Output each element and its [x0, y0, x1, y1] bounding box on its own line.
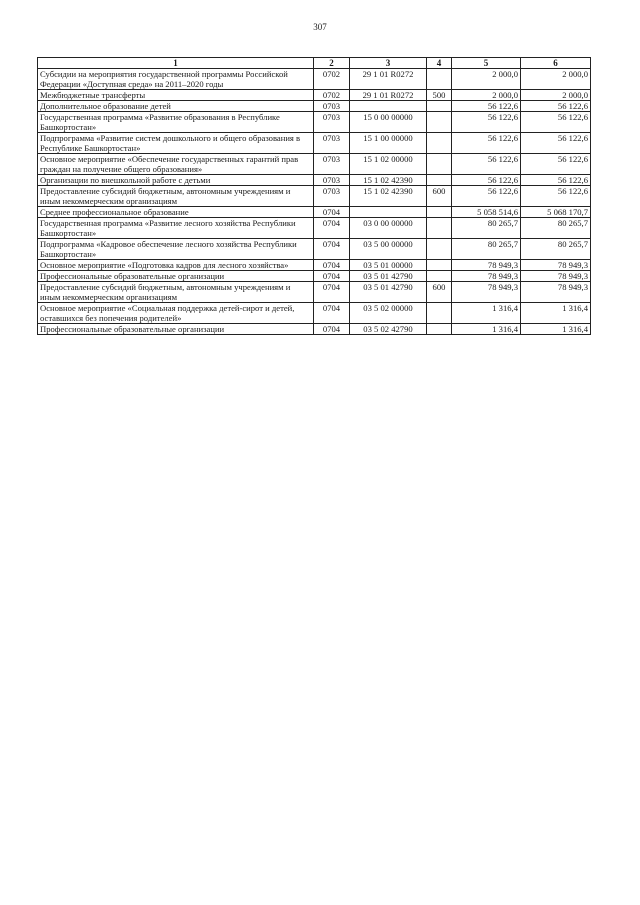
section-code-cell: 0703	[314, 101, 350, 112]
amount-cell: 1 316,4	[452, 303, 521, 324]
target-code-cell: 15 1 02 42390	[350, 186, 427, 207]
amount-cell: 78 949,3	[452, 271, 521, 282]
target-code-cell	[350, 207, 427, 218]
section-code-cell: 0704	[314, 271, 350, 282]
amount-cell: 80 265,7	[521, 239, 591, 260]
row-name-cell: Профессиональные образовательные организации	[38, 271, 314, 282]
table-row	[38, 186, 591, 207]
section-code-cell: 0704	[314, 239, 350, 260]
column-header: 5	[452, 58, 521, 69]
row-name-cell: Профессиональные образовательные организации	[38, 324, 314, 335]
amount-cell: 2 000,0	[521, 69, 591, 90]
amount-cell: 78 949,3	[521, 260, 591, 271]
amount-cell: 56 122,6	[521, 175, 591, 186]
column-header: 2	[314, 58, 350, 69]
section-code-cell: 0703	[314, 186, 350, 207]
target-code-cell: 03 5 02 42790	[350, 324, 427, 335]
row-name-cell: Государственная программа «Развитие лесного хозяйства Республики Башкортостан»	[38, 218, 314, 239]
expense-type-cell: 600	[427, 282, 452, 303]
target-code-cell: 29 1 01 R0272	[350, 90, 427, 101]
expense-type-cell	[427, 133, 452, 154]
target-code-cell: 15 0 00 00000	[350, 112, 427, 133]
amount-cell: 56 122,6	[521, 133, 591, 154]
amount-cell: 56 122,6	[521, 112, 591, 133]
table-row	[38, 69, 591, 90]
amount-cell: 2 000,0	[452, 90, 521, 101]
expense-type-cell: 500	[427, 90, 452, 101]
table-row	[38, 112, 591, 133]
table-row	[38, 324, 591, 335]
amount-cell: 5 068 170,7	[521, 207, 591, 218]
target-code-cell: 03 5 02 00000	[350, 303, 427, 324]
section-code-cell: 0704	[314, 303, 350, 324]
target-code-cell: 03 5 01 42790	[350, 282, 427, 303]
expense-type-cell	[427, 218, 452, 239]
target-code-cell: 03 5 01 42790	[350, 271, 427, 282]
amount-cell: 80 265,7	[452, 239, 521, 260]
target-code-cell: 15 1 02 42390	[350, 175, 427, 186]
target-code-cell: 15 1 02 00000	[350, 154, 427, 175]
table-body	[38, 69, 591, 335]
section-code-cell: 0702	[314, 90, 350, 101]
target-code-cell: 03 5 00 00000	[350, 239, 427, 260]
section-code-cell: 0703	[314, 112, 350, 133]
amount-cell: 56 122,6	[452, 186, 521, 207]
table-row	[38, 271, 591, 282]
table-row	[38, 154, 591, 175]
amount-cell: 78 949,3	[452, 282, 521, 303]
row-name-cell: Среднее профессиональное образование	[38, 207, 314, 218]
amount-cell: 5 058 514,6	[452, 207, 521, 218]
row-name-cell: Предоставление субсидий бюджетным, автономным учреждениям и иным некоммерческим организациям	[38, 186, 314, 207]
row-name-cell: Основное мероприятие «Социальная поддержка детей-сирот и детей, оставшихся без попечения родителей»	[38, 303, 314, 324]
table-row	[38, 303, 591, 324]
amount-cell: 78 949,3	[521, 271, 591, 282]
row-name-cell: Государственная программа «Развитие образования в Республике Башкортостан»	[38, 112, 314, 133]
table-row	[38, 260, 591, 271]
amount-cell: 56 122,6	[521, 101, 591, 112]
row-name-cell: Организации по внешкольной работе с детьми	[38, 175, 314, 186]
section-code-cell: 0704	[314, 218, 350, 239]
row-name-cell: Межбюджетные трансферты	[38, 90, 314, 101]
column-header: 6	[521, 58, 591, 69]
expense-type-cell	[427, 207, 452, 218]
section-code-cell: 0704	[314, 260, 350, 271]
row-name-cell: Подпрограмма «Кадровое обеспечение лесного хозяйства Республики Башкортостан»	[38, 239, 314, 260]
row-name-cell: Дополнительное образование детей	[38, 101, 314, 112]
section-code-cell: 0704	[314, 207, 350, 218]
section-code-cell: 0702	[314, 69, 350, 90]
expense-type-cell	[427, 239, 452, 260]
expense-type-cell	[427, 154, 452, 175]
amount-cell: 1 316,4	[521, 303, 591, 324]
section-code-cell: 0703	[314, 154, 350, 175]
row-name-cell: Подпрограмма «Развитие систем дошкольного и общего образования в Республике Башкортостан»	[38, 133, 314, 154]
amount-cell: 56 122,6	[452, 133, 521, 154]
amount-cell: 78 949,3	[452, 260, 521, 271]
amount-cell: 1 316,4	[452, 324, 521, 335]
row-name-cell: Основное мероприятие «Подготовка кадров для лесного хозяйства»	[38, 260, 314, 271]
expense-type-cell	[427, 112, 452, 133]
amount-cell: 80 265,7	[521, 218, 591, 239]
target-code-cell: 15 1 00 00000	[350, 133, 427, 154]
expense-type-cell	[427, 303, 452, 324]
section-code-cell: 0703	[314, 133, 350, 154]
table-row	[38, 239, 591, 260]
section-code-cell: 0703	[314, 175, 350, 186]
amount-cell: 78 949,3	[521, 282, 591, 303]
amount-cell: 56 122,6	[452, 101, 521, 112]
expense-type-cell	[427, 324, 452, 335]
amount-cell: 56 122,6	[452, 175, 521, 186]
target-code-cell: 03 0 00 00000	[350, 218, 427, 239]
section-code-cell: 0704	[314, 282, 350, 303]
target-code-cell: 03 5 01 00000	[350, 260, 427, 271]
budget-table	[37, 57, 591, 335]
expense-type-cell: 600	[427, 186, 452, 207]
amount-cell: 2 000,0	[452, 69, 521, 90]
table-header-row	[38, 58, 591, 69]
row-name-cell: Субсидии на мероприятия государственной программы Российской Федерации «Доступная среда» на 2011–2020 годы	[38, 69, 314, 90]
table-row	[38, 90, 591, 101]
target-code-cell: 29 1 01 R0272	[350, 69, 427, 90]
amount-cell: 2 000,0	[521, 90, 591, 101]
expense-type-cell	[427, 69, 452, 90]
table-row	[38, 218, 591, 239]
table-row	[38, 207, 591, 218]
target-code-cell	[350, 101, 427, 112]
row-name-cell: Основное мероприятие «Обеспечение государственных гарантий прав граждан на получение общего образования»	[38, 154, 314, 175]
table-row	[38, 282, 591, 303]
column-header: 3	[350, 58, 427, 69]
table-row	[38, 175, 591, 186]
expense-type-cell	[427, 101, 452, 112]
amount-cell: 56 122,6	[521, 154, 591, 175]
table-row	[38, 133, 591, 154]
column-header: 1	[38, 58, 314, 69]
table-row	[38, 101, 591, 112]
expense-type-cell	[427, 175, 452, 186]
amount-cell: 1 316,4	[521, 324, 591, 335]
amount-cell: 56 122,6	[452, 112, 521, 133]
amount-cell: 56 122,6	[452, 154, 521, 175]
column-header: 4	[427, 58, 452, 69]
expense-type-cell	[427, 271, 452, 282]
expense-type-cell	[427, 260, 452, 271]
section-code-cell: 0704	[314, 324, 350, 335]
amount-cell: 80 265,7	[452, 218, 521, 239]
row-name-cell: Предоставление субсидий бюджетным, автономным учреждениям и иным некоммерческим организациям	[38, 282, 314, 303]
page-number: 307	[313, 22, 327, 32]
amount-cell: 56 122,6	[521, 186, 591, 207]
